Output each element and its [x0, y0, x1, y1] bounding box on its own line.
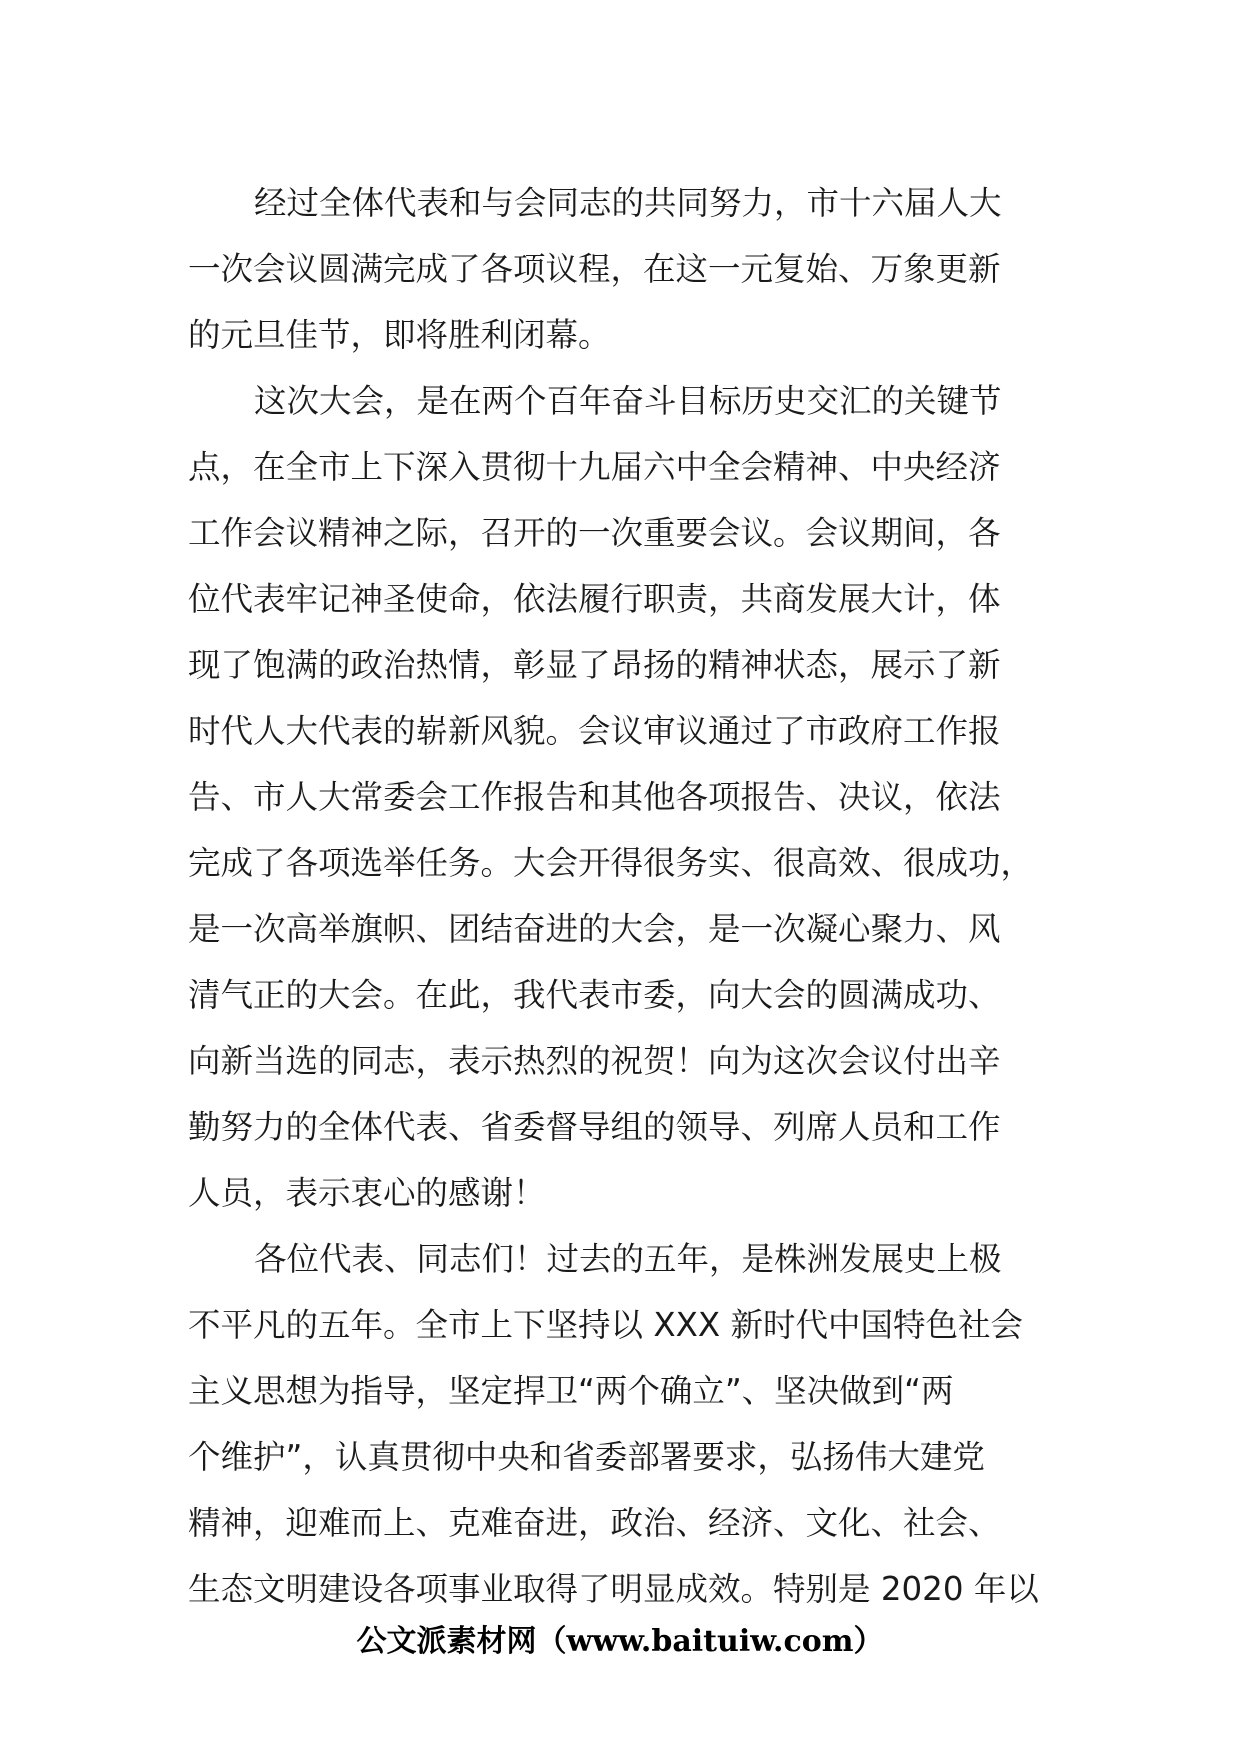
text-line: 完成了各项选举任务。大会开得很务实、很高效、很成功， [188, 844, 1034, 882]
text-line: 的元旦佳节，即将胜利闭幕。 [188, 316, 611, 354]
document-body [188, 170, 1058, 1622]
text-line: 时代人大代表的崭新风貌。会议审议通过了市政府工作报 [188, 712, 1001, 750]
text-line: 生态文明建设各项事业取得了明显成效。特别是 2020 年以 [188, 1570, 1039, 1608]
text-line: 现了饱满的政治热情，彰显了昂扬的精神状态，展示了新 [188, 646, 1001, 684]
text-line: 工作会议精神之际，召开的一次重要会议。会议期间，各 [188, 514, 1001, 552]
text-line: 人员，表示衷心的感谢！ [188, 1174, 546, 1212]
text-line: 精神，迎难而上、克难奋进，政治、经济、文化、社会、 [188, 1504, 1001, 1542]
text-line: 勤努力的全体代表、省委督导组的领导、列席人员和工作 [188, 1108, 1001, 1146]
text-line: 向新当选的同志，表示热烈的祝贺！向为这次会议付出辛 [188, 1042, 1001, 1080]
text-line: 各位代表、同志们！过去的五年，是株洲发展史上极 [254, 1240, 1002, 1278]
text-line: 不平凡的五年。全市上下坚持以 XXX 新时代中国特色社会 [188, 1306, 1023, 1344]
text-line: 位代表牢记神圣使命，依法履行职责，共商发展大计，体 [188, 580, 1001, 618]
text-line: 是一次高举旗帜、团结奋进的大会，是一次凝心聚力、风 [188, 910, 1001, 948]
text-line: 个维护”，认真贯彻中央和省委部署要求，弘扬伟大建党 [188, 1438, 985, 1476]
footer-watermark: 公文派素材网（www.baituiw.com） [356, 1624, 884, 1659]
text-line: 这次大会，是在两个百年奋斗目标历史交汇的关键节 [254, 382, 1002, 420]
text-line: 一次会议圆满完成了各项议程，在这一元复始、万象更新 [188, 250, 1001, 288]
text-line: 点，在全市上下深入贯彻十九届六中全会精神、中央经济 [188, 448, 1001, 486]
text-line: 告、市人大常委会工作报告和其他各项报告、决议，依法 [188, 778, 1001, 816]
text-line: 主义思想为指导，坚定捍卫“两个确立”、坚决做到“两 [188, 1372, 954, 1410]
text-line: 清气正的大会。在此，我代表市委，向大会的圆满成功、 [188, 976, 1001, 1014]
text-line: 经过全体代表和与会同志的共同努力，市十六届人大 [254, 184, 1002, 222]
